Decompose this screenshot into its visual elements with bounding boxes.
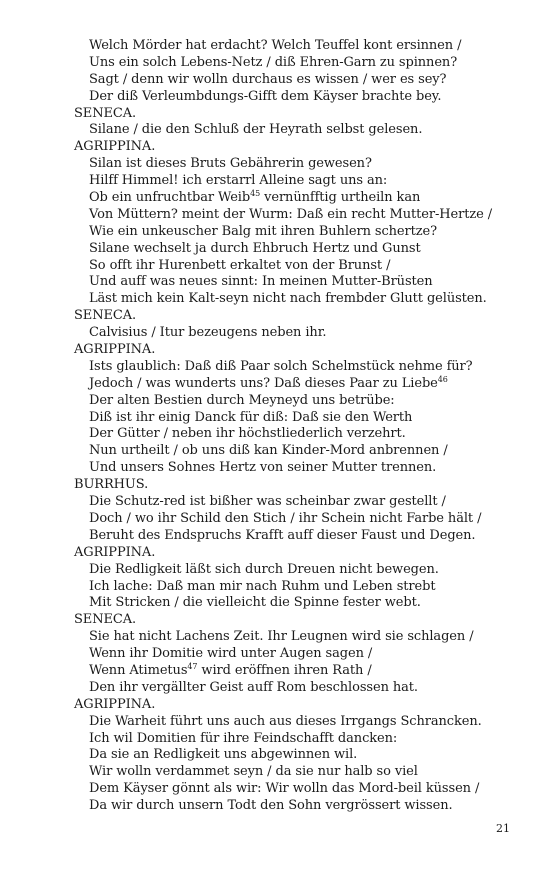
verse-line bbox=[74, 595, 514, 612]
verse-line bbox=[74, 781, 514, 798]
line-text: Hilff Himmel! ich erstarrl Alleine sagt uns an: bbox=[89, 173, 388, 189]
line-text: Mit Stricken / die vielleicht die Spinne fester webt. bbox=[89, 595, 421, 611]
verse-line bbox=[74, 663, 514, 680]
verse-line bbox=[74, 714, 514, 731]
line-text: Und unsers Sohnes Hertz von seiner Mutter trennen. bbox=[89, 460, 437, 476]
verse-line bbox=[74, 747, 514, 764]
line-text: Ists glaublich: Daß diß Paar solch Schelmstück nehme für? bbox=[89, 358, 473, 374]
verse-line bbox=[74, 274, 514, 291]
verse-line bbox=[74, 258, 514, 275]
verse-line bbox=[74, 511, 514, 528]
verse-line bbox=[74, 528, 514, 545]
line-text: Wir wolln verdammet seyn / da sie nur halb so viel bbox=[89, 764, 418, 780]
line-text: Da wir durch unsern Todt den Sohn vergrössert wissen. bbox=[89, 798, 453, 814]
footnote-marker: 45 bbox=[250, 189, 261, 199]
line-text: Ich wil Domitien für ihre Feindschafft dancken: bbox=[89, 730, 398, 746]
verse-line bbox=[74, 241, 514, 258]
line-text: Die Redligkeit läßt sich durch Dreuen nicht bewegen. bbox=[89, 561, 439, 577]
line-text: Sagt / denn wir wolln durchaus es wissen / wer es sey? bbox=[89, 71, 447, 87]
verse-line bbox=[74, 156, 514, 173]
line-text: AGRIPPINA. bbox=[74, 696, 156, 712]
line-text: Der Gütter / neben ihr höchstliederlich verzehrt. bbox=[89, 426, 406, 442]
verse-line bbox=[74, 376, 514, 393]
verse-line bbox=[74, 443, 514, 460]
line-text: Sie hat nicht Lachens Zeit. Ihr Leugnen wird sie schlagen / bbox=[89, 629, 474, 645]
line-text: Calvisius / Itur bezeugens neben ihr. bbox=[89, 325, 327, 341]
line-text: Uns ein solch Lebens-Netz / diß Ehren-Garn zu spinnen? bbox=[89, 54, 458, 70]
verse-line bbox=[74, 38, 514, 55]
line-text: Beruht des Endspruchs Krafft auff dieser Faust und Degen. bbox=[89, 527, 476, 543]
footnote-marker: 46 bbox=[437, 374, 448, 384]
line-text: Nun urtheilt / ob uns diß kan Kinder-Mord anbrennen / bbox=[89, 443, 448, 459]
line-text: Silane wechselt ja durch Ehbruch Hertz und Gunst bbox=[89, 240, 421, 256]
line-text: SENECA. bbox=[74, 105, 137, 121]
verse-line bbox=[74, 731, 514, 748]
verse-line bbox=[74, 325, 514, 342]
verse-line bbox=[74, 122, 514, 139]
line-text: Doch / wo ihr Schild den Stich / ihr Schein nicht Farbe hält / bbox=[89, 510, 482, 526]
line-text: AGRIPPINA. bbox=[74, 544, 156, 560]
line-text: Ob ein unfruchtbar Weib bbox=[89, 190, 251, 206]
verse-line bbox=[74, 646, 514, 663]
speaker-name bbox=[74, 308, 514, 325]
line-text: Und auff was neues sinnt: In meinen Mutter-Brüsten bbox=[89, 274, 433, 290]
speaker-name bbox=[74, 545, 514, 562]
speaker-name bbox=[74, 106, 514, 123]
line-text: Von Müttern? meint der Wurm: Daß ein recht Mutter-Hertze / bbox=[89, 206, 492, 222]
verse-line bbox=[74, 460, 514, 477]
line-text: So offt ihr Hurenbett erkaltet von der Brunst / bbox=[89, 257, 391, 273]
line-text: Die Schutz-red ist bißher was scheinbar zwar gestellt / bbox=[89, 494, 446, 510]
line-text: Läst mich kein Kalt-seyn nicht nach frembder Glutt gelüsten. bbox=[89, 291, 487, 307]
line-text: SENECA. bbox=[74, 308, 137, 324]
verse-line bbox=[74, 89, 514, 106]
verse-line bbox=[74, 410, 514, 427]
line-text: Die Warheit führt uns auch aus dieses Irrgangs Schrancken. bbox=[89, 713, 482, 729]
line-text: AGRIPPINA. bbox=[74, 342, 156, 358]
verse-line bbox=[74, 359, 514, 376]
line-text: Dem Käyser gönnt als wir: Wir wolln das Mord-beil küssen / bbox=[89, 781, 480, 797]
speaker-name bbox=[74, 697, 514, 714]
verse-line bbox=[74, 393, 514, 410]
verse-line bbox=[74, 224, 514, 241]
verse-line bbox=[74, 190, 514, 207]
line-text: Der alten Bestien durch Meyneyd uns betrübe: bbox=[89, 392, 395, 408]
line-text: Der diß Verleumbdungs-Gifft dem Käyser brachte bey. bbox=[89, 88, 442, 104]
line-text: Jedoch / was wunderts uns? Daß dieses Paar zu Liebe bbox=[89, 375, 438, 391]
footnote-marker: 47 bbox=[187, 661, 198, 671]
line-text: BURRHUS. bbox=[74, 477, 149, 493]
text-body bbox=[74, 38, 514, 815]
line-text-continued: wird eröffnen ihren Rath / bbox=[197, 662, 372, 678]
line-text: Wenn Atimetus bbox=[89, 662, 188, 678]
verse-line bbox=[74, 680, 514, 697]
verse-line bbox=[74, 426, 514, 443]
speaker-name bbox=[74, 477, 514, 494]
line-text: Da sie an Redligkeit uns abgewinnen wil. bbox=[89, 747, 358, 763]
verse-line bbox=[74, 173, 514, 190]
line-text: Welch Mörder hat erdacht? Welch Teuffel kont ersinnen / bbox=[89, 38, 462, 53]
line-text: AGRIPPINA. bbox=[74, 139, 156, 155]
line-text: Silan ist dieses Bruts Gebährerin gewesen? bbox=[89, 156, 372, 172]
speaker-name bbox=[74, 139, 514, 156]
verse-line bbox=[74, 207, 514, 224]
verse-line bbox=[74, 629, 514, 646]
speaker-name bbox=[74, 612, 514, 629]
verse-line bbox=[74, 494, 514, 511]
line-text: Wie ein unkeuscher Balg mit ihren Buhlern schertze? bbox=[89, 223, 437, 239]
line-text: SENECA. bbox=[74, 612, 137, 628]
page-number: 21 bbox=[496, 822, 510, 835]
speaker-name bbox=[74, 342, 514, 359]
verse-line bbox=[74, 562, 514, 579]
line-text: Diß ist ihr einig Danck für diß: Daß sie den Werth bbox=[89, 409, 413, 425]
line-text: Den ihr vergällter Geist auff Rom beschlossen hat. bbox=[89, 679, 418, 695]
verse-line bbox=[74, 72, 514, 89]
verse-line bbox=[74, 291, 514, 308]
line-text: Silane / die den Schluß der Heyrath selbst gelesen. bbox=[89, 122, 423, 138]
line-text: Wenn ihr Domitie wird unter Augen sagen / bbox=[89, 646, 373, 662]
verse-line bbox=[74, 579, 514, 596]
verse-line bbox=[74, 55, 514, 72]
line-text: Ich lache: Daß man mir nach Ruhm und Leben strebt bbox=[89, 578, 436, 594]
verse-line bbox=[74, 764, 514, 781]
line-text-continued: vernünfftig urtheiln kan bbox=[260, 190, 421, 206]
verse-line bbox=[74, 798, 514, 815]
